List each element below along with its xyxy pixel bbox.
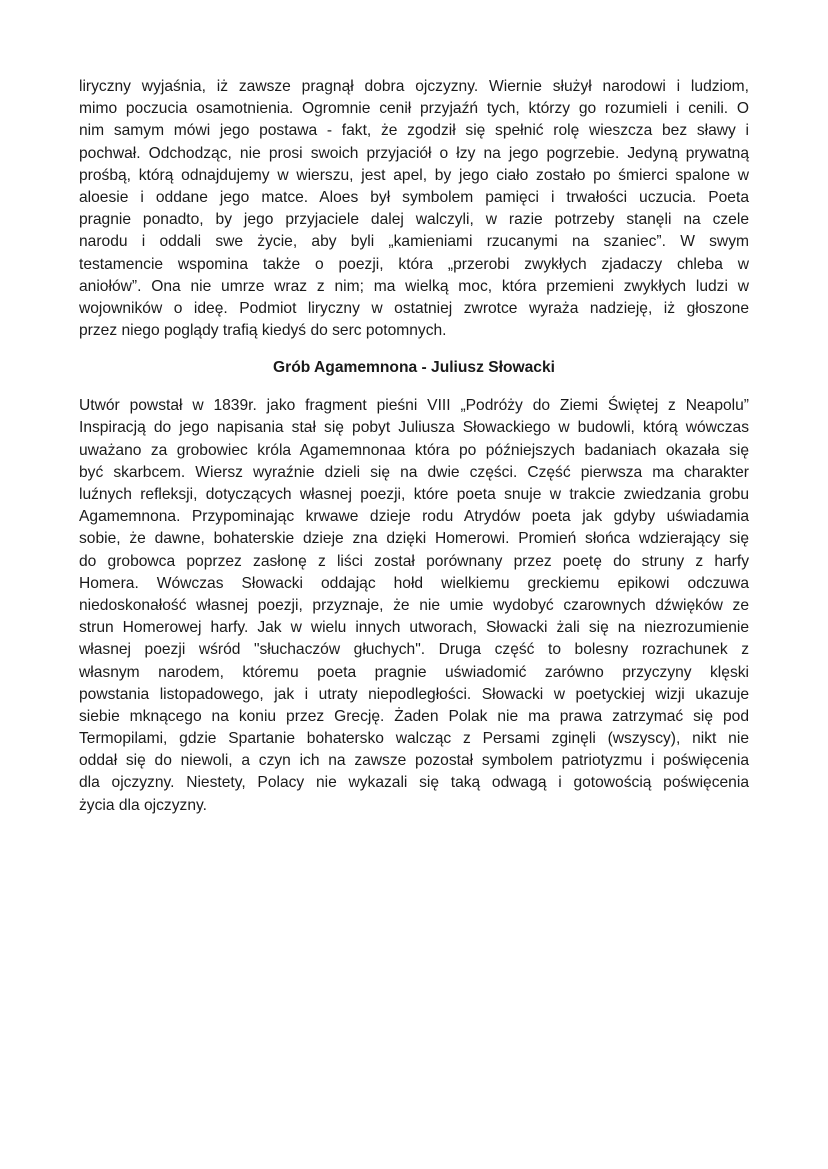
text-line: życia dla ojczyzny. [79, 796, 207, 814]
text-line: być skarbcem. Wiersz wyraźnie dzieli się na dwie części. Część pierwsza ma charakter [79, 463, 749, 481]
text-line: Inspiracją do jego napisania stał się pobyt Juliusza Słowackiego w budowli, którą wówczas [79, 419, 749, 437]
text-line: powstania listopadowego, jak i utraty niepodległości. Słowacki w poetyckiej wizji ukazuje [79, 685, 749, 703]
text-line: przez niego poglądy trafią kiedyś do serc potomnych. [79, 322, 447, 340]
text-line: Agamemnona. Przypominając krwawe dzieje rodu Atrydów poeta jak gdyby uświadamia [79, 508, 749, 526]
text-line: mimo poczucia osamotnienia. Ogromnie cenił przyjaźń tych, którzy go rozumieli i cenili. O [79, 100, 749, 118]
paragraph-grob-agamemnona [79, 395, 749, 817]
text-line: sobie, że dawne, bohaterskie dzieje zna dzięki Homerowi. Promień słońca wdzierający się [79, 530, 749, 548]
text-line: siebie mknącego na koniu przez Grecję. Żaden Polak nie ma prawa zatrzymać się pod [79, 707, 749, 725]
text-line: pochwał. Odchodząc, nie prosi swoich przyjaciół o łzy na jego pogrzebie. Jedyną prywatną [79, 144, 749, 162]
text-line: testamencie wspomina także o poezji, która „przerobi zwykłych zjadaczy chleba w [79, 255, 749, 273]
text-line: oddał się do niewoli, a czyn ich na zawsze pozostał symbolem patriotyzmu i poświęcenia [79, 752, 749, 770]
text-line: Homera. Wówczas Słowacki oddając hołd wielkiemu greckiemu epikowi odczuwa [79, 574, 749, 592]
text-line: narodu i oddali swe życie, aby byli „kamieniami rzucanymi na szaniec”. W swym [79, 233, 749, 251]
text-line: nim samym mówi jego postawa - fakt, że zgodził się spełnić rolę wieszcza bez sławy i [79, 122, 749, 140]
section-heading: Grób Agamemnona - Juliusz Słowacki [273, 359, 555, 377]
paragraph-testament [79, 76, 749, 342]
text-line: prośbą, którą odnajdujemy w wierszu, jest apel, by jego ciało zostało po śmierci spalone w [79, 166, 749, 184]
text-line: uważano za grobowiec króla Agamemnonaa która po późniejszych badaniach okazała się [79, 441, 749, 459]
text-line: dla ojczyzny. Niestety, Polacy nie wykazali się taką odwagą i gotowością poświęcenia [79, 774, 749, 792]
text-line: pragnie ponadto, by jego przyjaciele dalej walczyli, w razie potrzeby stanęli na czele [79, 211, 749, 229]
text-line: aloesie i oddane jego matce. Aloes był symbolem pamięci i trwałości uczucia. Poeta [79, 188, 749, 206]
text-line: do grobowca poprzez zasłonę z liści został porównany przez poetę do struny z harfy [79, 552, 749, 570]
text-line: wojowników o ideę. Podmiot liryczny w ostatniej zwrotce wyraża nadzieję, iż głoszone [79, 299, 749, 317]
text-line: własnej poezji wśród "słuchaczów głuchych". Druga część to bolesny rozrachunek z [79, 641, 749, 659]
text-line: Termopilami, gdzie Spartanie bohatersko walcząc z Persami zginęli (wszyscy), nikt nie [79, 730, 749, 748]
text-line: strun Homerowej harfy. Jak w wielu innych utworach, Słowacki żali się na niezrozumienie [79, 619, 749, 637]
text-line: Utwór powstał w 1839r. jako fragment pieśni VIII „Podróży do Ziemi Świętej z Neapolu” [79, 397, 749, 415]
text-line: własnym narodem, któremu poeta pragnie uświadomić zarówno przyczyny klęski [79, 663, 749, 681]
text-line: luźnych refleksji, dotyczących własnej poezji, które poeta snuje w trakcie zwiedzania grobu [79, 486, 749, 503]
document-body [79, 76, 749, 817]
text-line: niedoskonałość własnej poezji, przyznaje, że nie umie wydobyć czarownych dźwięków ze [79, 596, 749, 614]
text-line: liryczny wyjaśnia, iż zawsze pragnął dobra ojczyzny. Wiernie służył narodowi i ludziom, [79, 78, 749, 95]
text-line: aniołów”. Ona nie umrze wraz z nim; ma wielką moc, która przemieni zwykłych ludzi w [79, 277, 749, 295]
